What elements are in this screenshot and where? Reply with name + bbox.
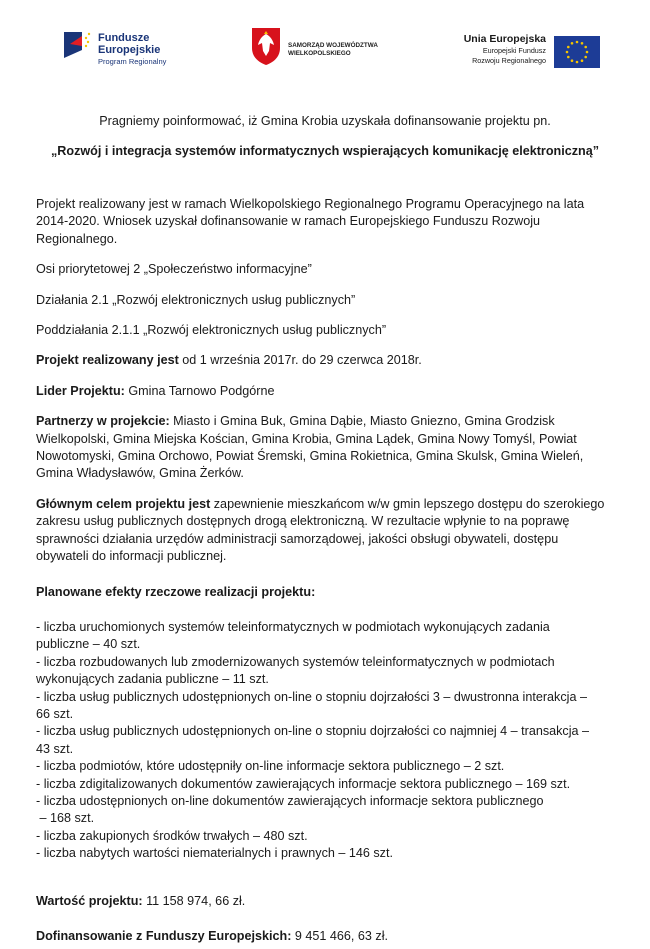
period-label: Projekt realizowany jest xyxy=(36,353,179,368)
value-label: Wartość projektu: xyxy=(36,893,143,908)
project-goal xyxy=(36,496,616,513)
partners-label: Partnerzy w projekcie: xyxy=(36,414,170,429)
effects-heading-text: Planowane efekty rzeczowe realizacji projektu: xyxy=(36,584,316,599)
cofinancing-label: Dofinansowanie z Funduszy Europejskich: xyxy=(36,929,292,943)
program-line: Projekt realizowany jest w ramach Wielkopolskiego Regionalnego Programu Operacyjnego na lata xyxy=(36,197,585,211)
goal-label: Głównym celem projektu jest xyxy=(36,496,211,511)
effects-line: - liczba zakupionych środków trwałych – 480 szt. xyxy=(36,828,308,843)
priority-axis: Osi priorytetowej 2 „Społeczeństwo informacyjne” xyxy=(36,262,312,277)
effects-line: 43 szt. xyxy=(36,741,74,756)
project-value xyxy=(36,893,616,910)
funds-logo-line3: Program Regionalny xyxy=(98,57,167,66)
effects-line: – 168 szt. xyxy=(36,811,95,826)
region-logo-line2: WIELKOPOLSKIEGO xyxy=(288,50,351,57)
effects-line: 66 szt. xyxy=(36,706,74,721)
partners-line: Miasto i Gmina Buk, Gmina Dąbie, Miasto Gniezno, Gmina Grodzisk xyxy=(169,414,555,429)
region-logo-line1: SAMORZĄD WOJEWÓDZTWA xyxy=(288,42,378,49)
effects-heading xyxy=(36,584,616,601)
eu-logo-line3: Rozwoju Regionalnego xyxy=(472,56,546,65)
effects-line: wykonujących zadania publiczne – 11 szt. xyxy=(36,672,269,687)
eu-logo-line1: Unia Europejska xyxy=(463,33,546,45)
document-body xyxy=(36,196,616,945)
leader-value: Gmina Tarnowo Podgórne xyxy=(124,383,275,398)
cofinancing xyxy=(36,928,616,945)
effects-list xyxy=(36,619,616,863)
effects-line: - liczba nabytych wartości niematerialnych i prawnych – 146 szt. xyxy=(36,846,393,861)
period-value: od 1 września 2017r. do 29 czerwca 2018r. xyxy=(178,353,422,368)
goal-line: obywateli do informacji publicznej. xyxy=(36,549,227,564)
goal-line: sprawności działania urzędów administracji samorządowej, jakości obsługi obywateli, dostępu xyxy=(36,531,559,546)
project-title: „Rozwój i integracja systemów informatycznych wspierających komunikację elektroniczną” xyxy=(50,144,599,158)
funds-logo xyxy=(62,26,212,78)
partners-line: Nowotomyski, Gmina Orchowo, Powiat Śremski, Gmina Rokietnica, Gmina Skulsk, Gmina Wieleń, xyxy=(36,449,584,464)
funds-logo-line2: Europejskie xyxy=(98,44,161,56)
effects-line: - liczba podmiotów, które udostępniły on-line informacje sektora publicznego – 2 szt. xyxy=(36,759,505,774)
funds-logo-line1: Fundusze xyxy=(98,32,150,44)
partners-line: Wielkopolski, Gmina Miejska Kościan, Gmina Krobia, Gmina Lądek, Gmina Nowy Tomyśl, Powiat xyxy=(36,431,577,446)
effects-line: - liczba usług publicznych udostępnionych on-line o stopniu dojrzałości co najmniej 4 – transakcja – xyxy=(36,724,590,739)
eagle-shield-icon xyxy=(250,26,282,66)
program-line: Regionalnego. xyxy=(36,231,118,246)
eu-flag-icon xyxy=(554,36,600,68)
effects-line: - liczba zdigitalizowanych dokumentów zawierających informacje sektora publicznego – 169 szt. xyxy=(36,776,571,791)
effects-line: publiczne – 40 szt. xyxy=(36,637,141,652)
action: Działania 2.1 „Rozwój elektronicznych usług publicznych” xyxy=(36,292,356,307)
project-period xyxy=(36,352,616,369)
partners-line: Gmina Władysławów, Gmina Żerków. xyxy=(36,466,244,481)
region-logo xyxy=(250,26,400,78)
effects-line: - liczba usług publicznych udostępnionych on-line o stopniu dojrzałości 3 – dwustronna interakcja – xyxy=(36,689,587,704)
intro-text: Pragniemy poinformować, iż Gmina Krobia uzyskała dofinansowanie projektu pn. xyxy=(99,114,551,128)
eu-logo-line2: Europejski Fundusz xyxy=(482,46,546,55)
eu-logo xyxy=(446,26,606,78)
partners xyxy=(36,413,616,430)
program-line: 2014-2020. Wniosek uzyskał dofinansowanie w ramach Europejskiego Funduszu Rozwoju xyxy=(36,214,541,229)
subaction: Poddziałania 2.1.1 „Rozwój elektronicznych usług publicznych” xyxy=(36,323,387,338)
goal-line: zapewnienie mieszkańcom w/w gmin lepszego dostępu do szerokiego xyxy=(210,496,605,511)
leader-label: Lider Projektu: xyxy=(36,383,125,398)
effects-line: - liczba udostępnionych on-line dokumentów zawierających informacje sektora publicznego xyxy=(36,793,544,808)
value-amount: 11 158 974, 66 zł. xyxy=(142,893,246,908)
funds-emblem-icon xyxy=(62,26,92,60)
effects-line: - liczba uruchomionych systemów teleinformatycznych w podmiotach wykonujących zadania xyxy=(36,619,550,634)
goal-line: zakresu usług publicznych dostępnych drogą elektroniczną. W rezultacie wpłynie to na poprawę xyxy=(36,514,570,529)
cofinancing-amount: 9 451 466, 63 zł. xyxy=(291,929,389,943)
project-leader xyxy=(36,383,616,400)
logo-bar xyxy=(0,26,650,78)
effects-line: - liczba rozbudowanych lub zmodernizowanych systemów teleinformatycznych w podmiotach xyxy=(36,654,555,669)
